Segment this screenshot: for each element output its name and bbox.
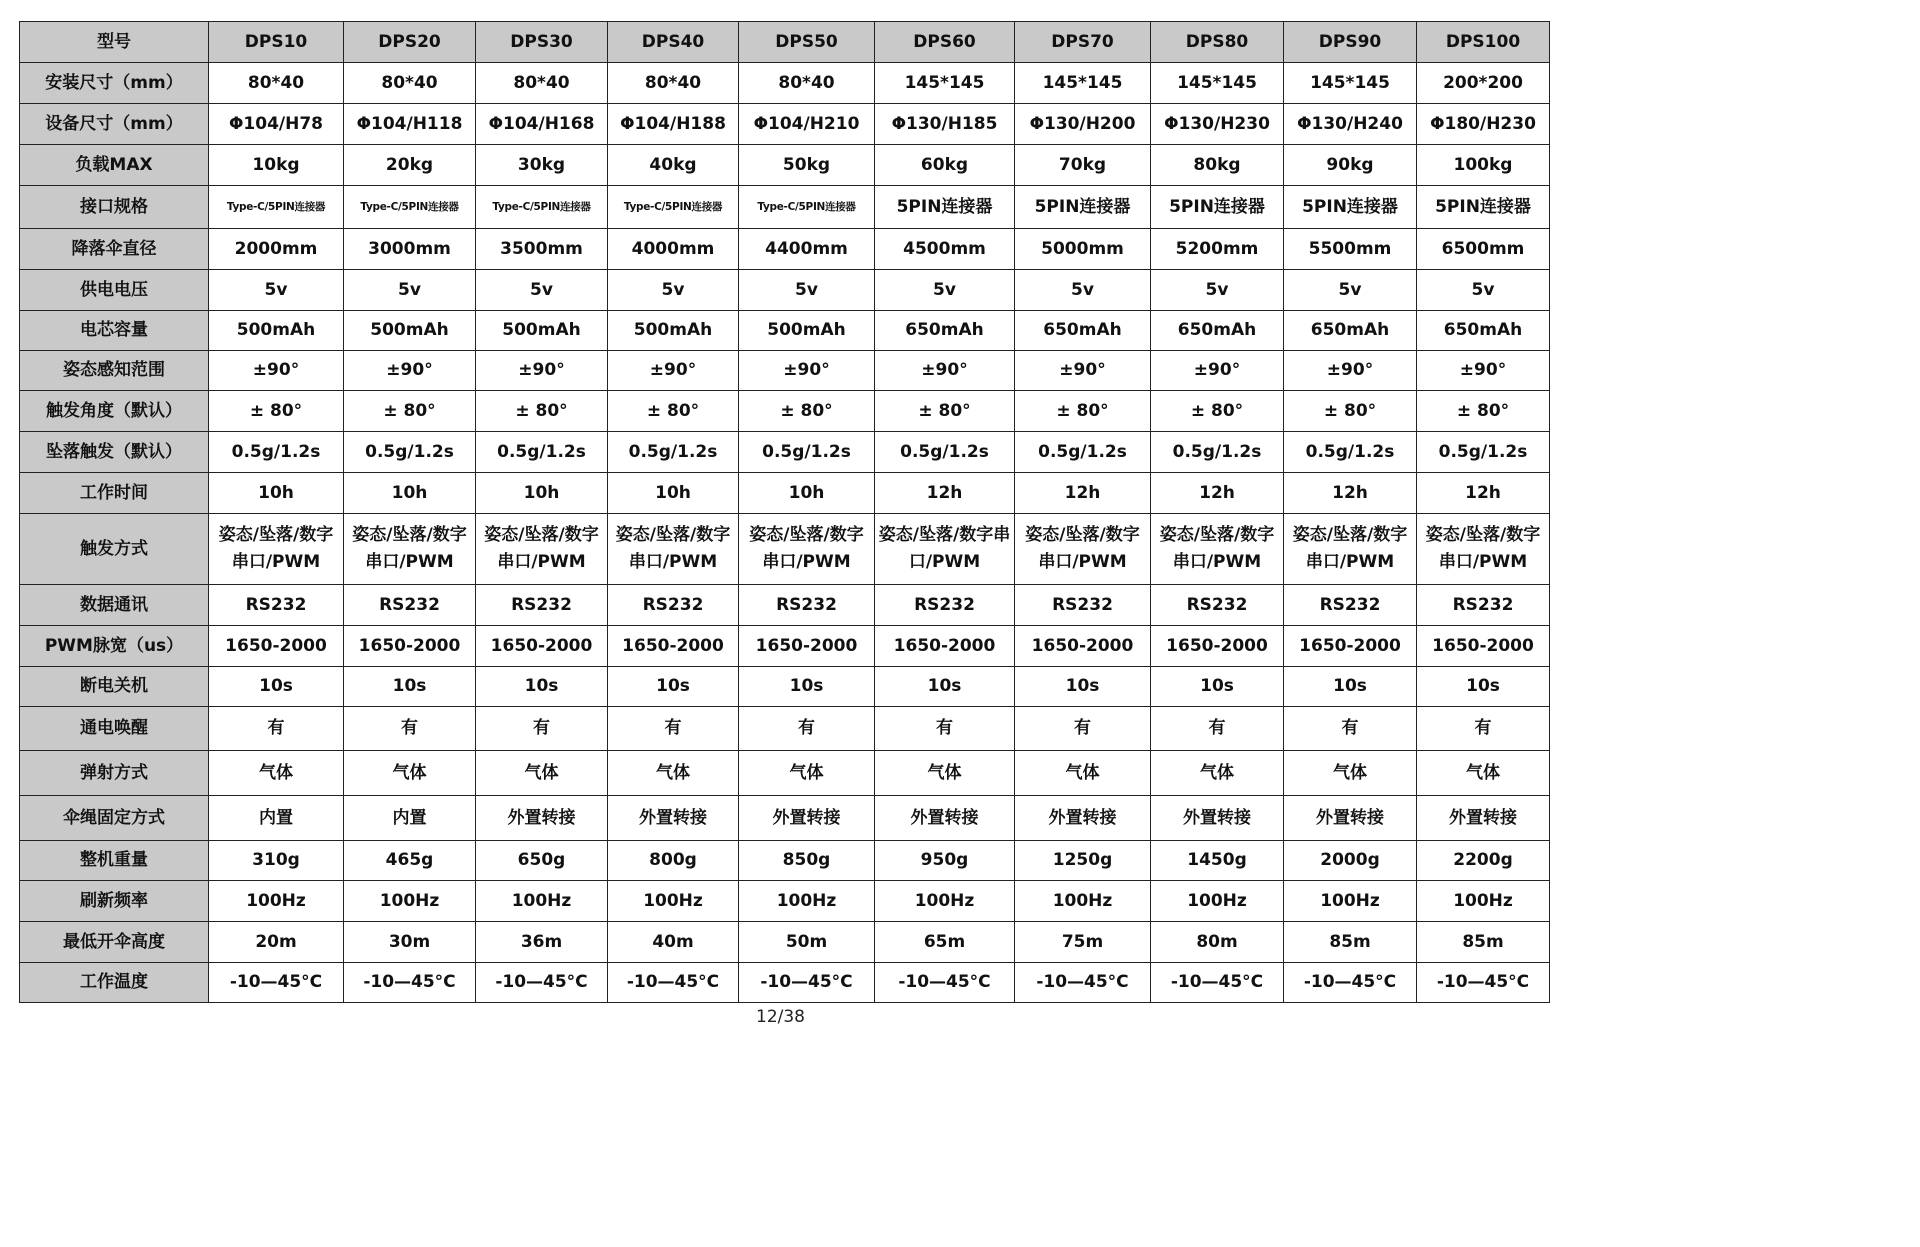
table-cell: 80*40	[476, 63, 608, 104]
table-cell: 外置转接	[476, 796, 608, 841]
row-label: 通电唤醒	[20, 707, 209, 751]
header-row	[20, 22, 1550, 63]
table-cell: 2000mm	[209, 229, 344, 270]
table-cell: 100kg	[1417, 145, 1550, 186]
table-cell: Φ180/H230	[1417, 104, 1550, 145]
table-cell: 50m	[739, 922, 875, 963]
table-cell: 10h	[608, 473, 739, 514]
table-cell: 1450g	[1151, 841, 1284, 881]
table-cell: 12h	[1417, 473, 1550, 514]
table-cell: 10s	[476, 667, 608, 707]
table-cell: RS232	[209, 585, 344, 626]
table-cell: -10—45°C	[1151, 963, 1284, 1003]
table-cell: 100Hz	[1284, 881, 1417, 922]
table-cell: ±90°	[739, 351, 875, 391]
table-cell: 36m	[476, 922, 608, 963]
table-cell: 有	[739, 707, 875, 751]
table-cell: RS232	[608, 585, 739, 626]
table-cell: 2200g	[1417, 841, 1550, 881]
table-cell: 外置转接	[875, 796, 1015, 841]
table-cell: 1650-2000	[875, 626, 1015, 667]
table-cell: 3500mm	[476, 229, 608, 270]
table-cell: 465g	[344, 841, 476, 881]
table-cell: 80*40	[608, 63, 739, 104]
header-cell-model: 型号	[20, 22, 209, 63]
row-label: PWM脉宽（us）	[20, 626, 209, 667]
table-cell: ± 80°	[1151, 391, 1284, 432]
table-cell: 姿态/坠落/数字串口/PWM	[1151, 514, 1284, 585]
table-cell: ±90°	[1417, 351, 1550, 391]
row-label: 设备尺寸（mm）	[20, 104, 209, 145]
table-cell: 12h	[1284, 473, 1417, 514]
table-cell: 80m	[1151, 922, 1284, 963]
table-row	[20, 311, 1550, 351]
table-cell: RS232	[1417, 585, 1550, 626]
table-cell: 20kg	[344, 145, 476, 186]
table-cell: 0.5g/1.2s	[344, 432, 476, 473]
table-cell: 100Hz	[875, 881, 1015, 922]
table-cell: 10s	[1284, 667, 1417, 707]
table-cell: 60kg	[875, 145, 1015, 186]
table-cell: 100Hz	[1151, 881, 1284, 922]
table-cell: 5PIN连接器	[1284, 186, 1417, 229]
row-label: 接口规格	[20, 186, 209, 229]
row-label: 触发角度（默认）	[20, 391, 209, 432]
table-cell: 气体	[1015, 751, 1151, 796]
table-cell: Φ104/H210	[739, 104, 875, 145]
table-cell: 100Hz	[209, 881, 344, 922]
table-cell: 姿态/坠落/数字串口/PWM	[739, 514, 875, 585]
table-cell: 650mAh	[1151, 311, 1284, 351]
table-cell: 有	[608, 707, 739, 751]
table-cell: 500mAh	[344, 311, 476, 351]
table-cell: ± 80°	[608, 391, 739, 432]
table-cell: 10h	[209, 473, 344, 514]
table-row	[20, 963, 1550, 1003]
table-cell: 5PIN连接器	[1015, 186, 1151, 229]
table-cell: 0.5g/1.2s	[1151, 432, 1284, 473]
table-cell: Type-C/5PIN连接器	[209, 186, 344, 229]
table-cell: 1650-2000	[209, 626, 344, 667]
table-cell: 外置转接	[608, 796, 739, 841]
table-cell: 气体	[875, 751, 1015, 796]
table-cell: 10s	[1015, 667, 1151, 707]
table-cell: 外置转接	[1015, 796, 1151, 841]
table-cell: 姿态/坠落/数字串口/PWM	[344, 514, 476, 585]
row-label: 弹射方式	[20, 751, 209, 796]
table-cell: 80*40	[739, 63, 875, 104]
table-row	[20, 270, 1550, 311]
table-cell: 500mAh	[476, 311, 608, 351]
table-cell: 10h	[344, 473, 476, 514]
table-cell: 10s	[344, 667, 476, 707]
table-cell: 气体	[344, 751, 476, 796]
table-cell: 0.5g/1.2s	[476, 432, 608, 473]
table-cell: 10s	[608, 667, 739, 707]
table-cell: Φ104/H188	[608, 104, 739, 145]
row-label: 刷新频率	[20, 881, 209, 922]
table-cell: 5v	[875, 270, 1015, 311]
table-cell: 4400mm	[739, 229, 875, 270]
table-row	[20, 104, 1550, 145]
table-cell: ± 80°	[1417, 391, 1550, 432]
table-cell: ±90°	[608, 351, 739, 391]
table-cell: RS232	[875, 585, 1015, 626]
table-row	[20, 667, 1550, 707]
header-cell-model-name: DPS70	[1015, 22, 1151, 63]
table-cell: 1650-2000	[1417, 626, 1550, 667]
row-label: 最低开伞高度	[20, 922, 209, 963]
table-cell: 12h	[875, 473, 1015, 514]
table-cell: 0.5g/1.2s	[739, 432, 875, 473]
table-cell: 5500mm	[1284, 229, 1417, 270]
table-cell: RS232	[476, 585, 608, 626]
table-cell: -10—45°C	[875, 963, 1015, 1003]
page-number: 12/38	[756, 1007, 805, 1027]
table-row	[20, 145, 1550, 186]
table-cell: 气体	[209, 751, 344, 796]
table-cell: 气体	[1417, 751, 1550, 796]
table-cell: ±90°	[476, 351, 608, 391]
table-cell: 100Hz	[608, 881, 739, 922]
table-row	[20, 881, 1550, 922]
table-cell: 100Hz	[739, 881, 875, 922]
header-cell-model-name: DPS80	[1151, 22, 1284, 63]
table-cell: 145*145	[1151, 63, 1284, 104]
table-cell: 145*145	[1284, 63, 1417, 104]
table-cell: 650mAh	[1417, 311, 1550, 351]
table-cell: RS232	[1015, 585, 1151, 626]
table-cell: 1650-2000	[608, 626, 739, 667]
table-cell: 500mAh	[608, 311, 739, 351]
table-cell: 2000g	[1284, 841, 1417, 881]
table-cell: 姿态/坠落/数字串口/PWM	[476, 514, 608, 585]
table-cell: 200*200	[1417, 63, 1550, 104]
table-cell: 500mAh	[739, 311, 875, 351]
header-cell-model-name: DPS90	[1284, 22, 1417, 63]
table-cell: 10h	[476, 473, 608, 514]
table-cell: 500mAh	[209, 311, 344, 351]
table-cell: -10—45°C	[1015, 963, 1151, 1003]
header-cell-model-name: DPS50	[739, 22, 875, 63]
header-cell-model-name: DPS60	[875, 22, 1015, 63]
table-cell: 姿态/坠落/数字串口/PWM	[1417, 514, 1550, 585]
table-cell: 0.5g/1.2s	[1284, 432, 1417, 473]
table-cell: 650mAh	[1284, 311, 1417, 351]
table-cell: 70kg	[1015, 145, 1151, 186]
table-cell: ± 80°	[209, 391, 344, 432]
table-cell: ± 80°	[875, 391, 1015, 432]
table-cell: 650g	[476, 841, 608, 881]
table-cell: 1250g	[1015, 841, 1151, 881]
table-cell: 外置转接	[1417, 796, 1550, 841]
table-cell: Φ130/H240	[1284, 104, 1417, 145]
table-cell: 有	[1284, 707, 1417, 751]
table-cell: 85m	[1284, 922, 1417, 963]
row-label: 电芯容量	[20, 311, 209, 351]
table-cell: RS232	[1151, 585, 1284, 626]
table-cell: 850g	[739, 841, 875, 881]
table-cell: 75m	[1015, 922, 1151, 963]
row-label: 断电关机	[20, 667, 209, 707]
header-cell-model-name: DPS10	[209, 22, 344, 63]
table-cell: ±90°	[209, 351, 344, 391]
table-cell: Φ104/H118	[344, 104, 476, 145]
table-cell: 1650-2000	[1151, 626, 1284, 667]
table-cell: 40kg	[608, 145, 739, 186]
table-cell: RS232	[344, 585, 476, 626]
table-cell: 4000mm	[608, 229, 739, 270]
table-cell: 90kg	[1284, 145, 1417, 186]
table-cell: 10s	[739, 667, 875, 707]
row-label: 供电电压	[20, 270, 209, 311]
table-cell: -10—45°C	[608, 963, 739, 1003]
table-cell: ±90°	[1284, 351, 1417, 391]
table-row	[20, 391, 1550, 432]
row-label: 安装尺寸（mm）	[20, 63, 209, 104]
table-cell: 有	[476, 707, 608, 751]
table-row	[20, 796, 1550, 841]
table-cell: 1650-2000	[1284, 626, 1417, 667]
table-row	[20, 186, 1550, 229]
table-cell: 气体	[608, 751, 739, 796]
table-cell: 10s	[1151, 667, 1284, 707]
table-row	[20, 922, 1550, 963]
table-cell: 气体	[1151, 751, 1284, 796]
row-label: 工作时间	[20, 473, 209, 514]
table-cell: ±90°	[1151, 351, 1284, 391]
table-cell: Type-C/5PIN连接器	[608, 186, 739, 229]
table-row	[20, 351, 1550, 391]
table-cell: 1650-2000	[344, 626, 476, 667]
table-cell: 50kg	[739, 145, 875, 186]
table-row	[20, 514, 1550, 585]
table-cell: 80*40	[344, 63, 476, 104]
table-cell: 30kg	[476, 145, 608, 186]
table-cell: Φ130/H230	[1151, 104, 1284, 145]
table-cell: Type-C/5PIN连接器	[344, 186, 476, 229]
table-cell: 12h	[1015, 473, 1151, 514]
table-cell: 950g	[875, 841, 1015, 881]
row-label: 工作温度	[20, 963, 209, 1003]
table-cell: 5v	[1015, 270, 1151, 311]
table-cell: 内置	[209, 796, 344, 841]
table-cell: -10—45°C	[1284, 963, 1417, 1003]
table-cell: -10—45°C	[209, 963, 344, 1003]
table-cell: 姿态/坠落/数字串口/PWM	[209, 514, 344, 585]
table-cell: 有	[1417, 707, 1550, 751]
table-cell: RS232	[739, 585, 875, 626]
table-cell: ± 80°	[739, 391, 875, 432]
table-cell: 姿态/坠落/数字串口/PWM	[1284, 514, 1417, 585]
table-cell: 0.5g/1.2s	[608, 432, 739, 473]
table-cell: 4500mm	[875, 229, 1015, 270]
table-cell: 1650-2000	[1015, 626, 1151, 667]
table-cell: 5v	[739, 270, 875, 311]
header-cell-model-name: DPS30	[476, 22, 608, 63]
table-cell: Φ104/H78	[209, 104, 344, 145]
row-label: 伞绳固定方式	[20, 796, 209, 841]
table-cell: ± 80°	[1284, 391, 1417, 432]
table-row	[20, 63, 1550, 104]
table-cell: 姿态/坠落/数字串口/PWM	[875, 514, 1015, 585]
table-cell: 30m	[344, 922, 476, 963]
table-cell: 40m	[608, 922, 739, 963]
row-label: 整机重量	[20, 841, 209, 881]
table-cell: 姿态/坠落/数字串口/PWM	[608, 514, 739, 585]
table-cell: Φ104/H168	[476, 104, 608, 145]
table-cell: 65m	[875, 922, 1015, 963]
table-row	[20, 432, 1550, 473]
row-label: 坠落触发（默认）	[20, 432, 209, 473]
table-cell: 5000mm	[1015, 229, 1151, 270]
table-cell: 5PIN连接器	[875, 186, 1015, 229]
table-row	[20, 229, 1550, 270]
table-cell: 10s	[209, 667, 344, 707]
table-cell: 5PIN连接器	[1417, 186, 1550, 229]
table-cell: 5v	[344, 270, 476, 311]
row-label: 降落伞直径	[20, 229, 209, 270]
table-row	[20, 473, 1550, 514]
table-cell: 0.5g/1.2s	[1015, 432, 1151, 473]
table-cell: -10—45°C	[344, 963, 476, 1003]
row-label: 数据通讯	[20, 585, 209, 626]
table-cell: 5v	[608, 270, 739, 311]
table-cell: 气体	[476, 751, 608, 796]
table-cell: 100Hz	[476, 881, 608, 922]
table-cell: 85m	[1417, 922, 1550, 963]
table-cell: ± 80°	[476, 391, 608, 432]
table-cell: 10h	[739, 473, 875, 514]
table-cell: 80kg	[1151, 145, 1284, 186]
table-cell: ± 80°	[344, 391, 476, 432]
table-cell: Φ130/H185	[875, 104, 1015, 145]
table-cell: 5v	[209, 270, 344, 311]
table-cell: 气体	[1284, 751, 1417, 796]
row-label: 姿态感知范围	[20, 351, 209, 391]
table-cell: 310g	[209, 841, 344, 881]
table-cell: 100Hz	[1015, 881, 1151, 922]
table-cell: -10—45°C	[476, 963, 608, 1003]
table-cell: 有	[875, 707, 1015, 751]
table-cell: 145*145	[875, 63, 1015, 104]
table-cell: 有	[344, 707, 476, 751]
table-cell: 外置转接	[1151, 796, 1284, 841]
row-label: 负载MAX	[20, 145, 209, 186]
table-row	[20, 626, 1550, 667]
table-cell: 外置转接	[1284, 796, 1417, 841]
header-cell-model-name: DPS40	[608, 22, 739, 63]
table-cell: 5v	[1417, 270, 1550, 311]
table-cell: 外置转接	[739, 796, 875, 841]
table-cell: 5PIN连接器	[1151, 186, 1284, 229]
table-cell: 5v	[1151, 270, 1284, 311]
table-cell: Type-C/5PIN连接器	[476, 186, 608, 229]
table-cell: 内置	[344, 796, 476, 841]
table-cell: 100Hz	[344, 881, 476, 922]
row-label: 触发方式	[20, 514, 209, 585]
table-cell: 650mAh	[875, 311, 1015, 351]
spec-table	[19, 21, 1550, 1003]
table-cell: 20m	[209, 922, 344, 963]
table-cell: 100Hz	[1417, 881, 1550, 922]
header-cell-model-name: DPS100	[1417, 22, 1550, 63]
table-cell: ±90°	[875, 351, 1015, 391]
table-cell: 650mAh	[1015, 311, 1151, 351]
table-cell: 5v	[476, 270, 608, 311]
table-row	[20, 751, 1550, 796]
table-cell: 0.5g/1.2s	[209, 432, 344, 473]
table-cell: 10kg	[209, 145, 344, 186]
table-cell: 姿态/坠落/数字串口/PWM	[1015, 514, 1151, 585]
table-cell: -10—45°C	[1417, 963, 1550, 1003]
table-cell: -10—45°C	[739, 963, 875, 1003]
table-cell: 10s	[1417, 667, 1550, 707]
table-cell: Φ130/H200	[1015, 104, 1151, 145]
table-cell: 800g	[608, 841, 739, 881]
table-cell: 10s	[875, 667, 1015, 707]
header-cell-model-name: DPS20	[344, 22, 476, 63]
table-row	[20, 585, 1550, 626]
table-cell: 有	[1015, 707, 1151, 751]
table-cell: 1650-2000	[476, 626, 608, 667]
table-cell: 12h	[1151, 473, 1284, 514]
table-cell: ±90°	[1015, 351, 1151, 391]
table-cell: 有	[209, 707, 344, 751]
table-cell: 5200mm	[1151, 229, 1284, 270]
table-cell: 145*145	[1015, 63, 1151, 104]
table-cell: 3000mm	[344, 229, 476, 270]
table-row	[20, 707, 1550, 751]
table-cell: 有	[1151, 707, 1284, 751]
table-cell: 5v	[1284, 270, 1417, 311]
table-row	[20, 841, 1550, 881]
table-cell: 0.5g/1.2s	[875, 432, 1015, 473]
table-cell: 1650-2000	[739, 626, 875, 667]
table-cell: 6500mm	[1417, 229, 1550, 270]
table-cell: ± 80°	[1015, 391, 1151, 432]
table-cell: 气体	[739, 751, 875, 796]
table-cell: Type-C/5PIN连接器	[739, 186, 875, 229]
table-cell: ±90°	[344, 351, 476, 391]
table-cell: RS232	[1284, 585, 1417, 626]
table-cell: 0.5g/1.2s	[1417, 432, 1550, 473]
table-cell: 80*40	[209, 63, 344, 104]
